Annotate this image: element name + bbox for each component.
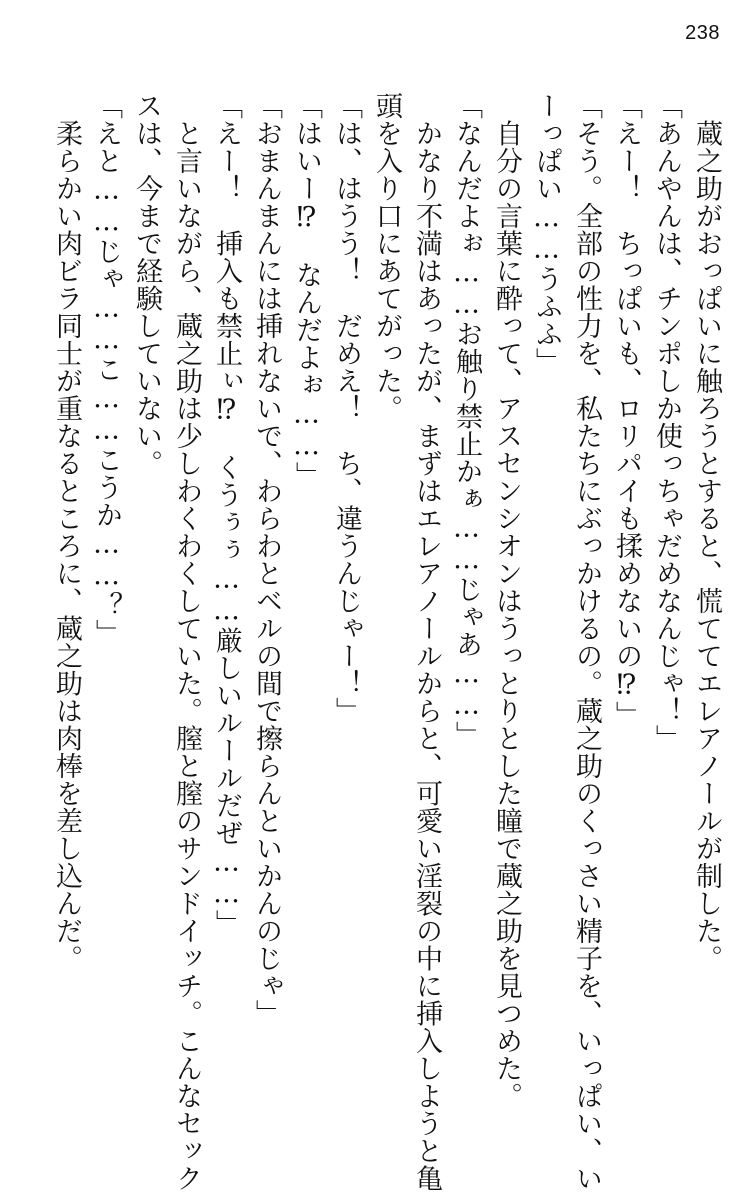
text-line: 頭を入り口にあてがった。 (371, 92, 402, 422)
text-line: 「あんやんは、チンポしか使っちゃだめなんじゃ！」 (651, 92, 682, 752)
text-line: 「えと……じゃ……こ……こうか……？」 (91, 92, 122, 647)
text-line: 「おまんまんには挿れないで、わらわとベルの間で擦らんといかんのじゃ」 (251, 92, 282, 1027)
text-line: スは、今まで経験していない。 (131, 92, 162, 477)
text-line: 自分の言葉に酔って、アスセンシオンはうっとりとした瞳で蔵之助を見つめた。 (491, 92, 522, 1110)
text-line: 「えー！ ちっぱいも、ロリパイも揉めないの⁉」 (611, 92, 642, 729)
text-line: 「はいー⁉ なんだよぉ……」 (291, 92, 322, 489)
text-line: 「なんだよぉ……お触り禁止かぁ……じゃあ……」 (451, 92, 482, 749)
text-line: 「そう。全部の性力を、私たちにぶっかけるの。蔵之助のくっさい精子を、いっぱい、い (571, 92, 602, 1192)
page-number: 238 (685, 22, 720, 44)
text-line: と言いながら、蔵之助は少しわくわくしていた。膣と膣のサンドイッチ。こんなセック (171, 92, 202, 1192)
text-line: 蔵之助がおっぱいに触ろうとすると、慌ててエレアノールが制した。 (691, 92, 722, 972)
text-line: ーっぱい……うふふ」 (531, 92, 562, 375)
vertical-text-body (46, 92, 726, 1192)
text-line: 「は、はうう！ だめえ！ ち、違うんじゃー！」 (331, 92, 362, 725)
text-line: 柔らかい肉ビラ同士が重なるところに、蔵之助は肉棒を差し込んだ。 (51, 92, 82, 972)
text-line: かなり不満はあったが、まずはエレアノールからと、可愛い淫裂の中に挿入しようと亀 (411, 92, 442, 1192)
text-line: 「えー！ 挿入も禁止ぃ⁉ くうぅぅ……厳しいルールだぜ……」 (211, 92, 242, 937)
